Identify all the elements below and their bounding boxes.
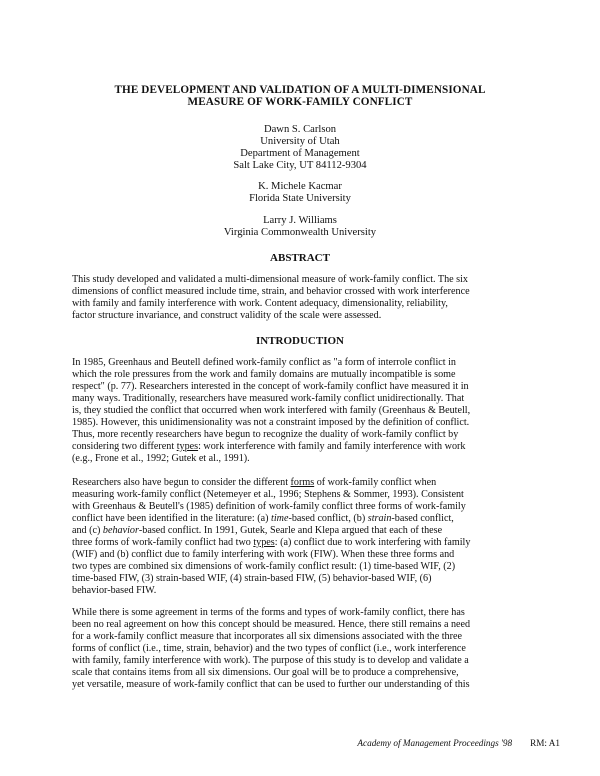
text-line: Researchers also have begun to consider the different forms of work-family conflict when xyxy=(72,477,437,488)
title-line: MEASURE OF WORK-FAMILY CONFLICT xyxy=(187,96,413,108)
text-line: with family and family interference with work. Content adequacy, dimensionality, reliability, xyxy=(72,297,448,309)
author-address: Salt Lake City, UT 84112-9304 xyxy=(233,160,367,171)
journal-name: Academy of Management Proceedings '98 xyxy=(357,738,513,748)
paper-title xyxy=(60,84,540,108)
text-line: (WIF) and (b) conflict due to family interfering with work (FIW). When these three forms and xyxy=(72,548,455,560)
text-line: conflict have been identified in the literature: (a) time-based conflict, (b) strain-based conflict, xyxy=(72,512,454,524)
text-line: 1985). However, this unidimensionality was not a constraint imposed by the definition of conflict. xyxy=(72,416,470,428)
text-line: (e.g., Frone et al., 1992; Gutek et al., 1991). xyxy=(72,452,250,464)
page-code: RM: A1 xyxy=(530,738,560,748)
author-department: Department of Management xyxy=(240,148,360,159)
text-line: for a work-family conflict measure that incorporates all six dimensions associated with the three xyxy=(72,630,462,642)
text-line: and (c) behavior-based conflict. In 1991, Gutek, Searle and Klepa argued that each of these xyxy=(72,524,443,536)
text-line: considering two different types: work interference with family and family interference with work xyxy=(72,440,466,452)
italic-term: time xyxy=(271,512,289,524)
intro-paragraph-2 xyxy=(72,477,532,597)
introduction-heading: INTRODUCTION xyxy=(255,335,344,347)
text-line: which the role pressures from the work and family domains are mutually incompatible is some xyxy=(72,368,456,380)
text-line: with family, family interference with work). The purpose of this study is to develop and validate a xyxy=(72,654,469,666)
text-line: been no real agreement on how this concept should be measured. Hence, there still remains a need xyxy=(72,618,471,630)
text-line: In 1985, Greenhaus and Beutell defined work-family conflict as "a form of interrole conflict in xyxy=(72,357,456,368)
author-block xyxy=(150,181,450,205)
text-line: yet versatile, measure of work-family conflict that can be used to further our understanding of this xyxy=(72,678,470,690)
text-line: with Greenhaus & Beutell's (1985) definition of work-family conflict three forms of work-family xyxy=(72,500,466,512)
author-affiliation: University of Utah xyxy=(260,136,340,147)
author-name: Larry J. Williams xyxy=(263,215,337,226)
author-block xyxy=(150,124,450,172)
text-line: Thus, more recently researchers have begun to recognize the duality of work-family conflict by xyxy=(72,428,459,440)
text-line: While there is some agreement in terms of the forms and types of work-family conflict, there has xyxy=(72,607,465,618)
author-affiliation: Florida State University xyxy=(249,193,351,204)
page-footer xyxy=(300,738,560,749)
author-block xyxy=(150,215,450,239)
text-line: three forms of work-family conflict had two types: (a) conflict due to work interfering with family xyxy=(72,536,471,548)
underlined-term: forms xyxy=(290,477,315,488)
text-line: respect" (p. 77). Researchers interested in the concept of work-family conflict have measured it in xyxy=(72,380,469,392)
text-line: forms of conflict (i.e., time, strain, behavior) and the two types of conflict (i.e., work interference xyxy=(72,642,466,654)
text-line: time-based FIW, (3) strain-based WIF, (4) strain-based FIW, (5) behavior-based WIF, (6) xyxy=(72,572,432,584)
italic-term: behavior xyxy=(102,524,139,536)
intro-paragraph-3 xyxy=(72,607,532,691)
author-name: K. Michele Kacmar xyxy=(258,181,342,192)
text-line: two types are combined six dimensions of work-family conflict result: (1) time-based WIF, (2) xyxy=(72,560,456,572)
text-line: is, they studied the conflict that occurred when work interfered with family (Greenhaus & Beutell, xyxy=(72,404,471,416)
title-line: THE DEVELOPMENT AND VALIDATION OF A MULTI-DIMENSIONAL xyxy=(114,84,486,96)
text-line: This study developed and validated a multi-dimensional measure of work-family conflict. The six xyxy=(72,274,468,285)
text-line: dimensions of conflict measured include time, strain, and behavior crossed with work interference xyxy=(72,285,470,297)
underlined-term: types xyxy=(253,536,275,548)
italic-term: strain xyxy=(367,512,392,524)
author-affiliation: Virginia Commonwealth University xyxy=(223,227,377,238)
text-line: many ways. Traditionally, researchers have measured work-family conflict unidirectionally. That xyxy=(72,392,465,404)
abstract-paragraph xyxy=(72,274,532,322)
text-line: behavior-based FIW. xyxy=(72,584,157,596)
text-line: measuring work-family conflict (Netemeyer et al., 1996; Stephens & Sommer, 1993). Consistent xyxy=(72,488,464,500)
author-name: Dawn S. Carlson xyxy=(263,124,337,135)
text-line: factor structure invariance, and construct validity of the scale were assessed. xyxy=(72,309,382,321)
intro-paragraph-1 xyxy=(72,357,532,465)
abstract-heading: ABSTRACT xyxy=(270,252,330,264)
underlined-term: types xyxy=(176,440,199,452)
text-line: scale that contains items from all six dimensions. Our goal will be to produce a comprehensive, xyxy=(72,666,459,678)
